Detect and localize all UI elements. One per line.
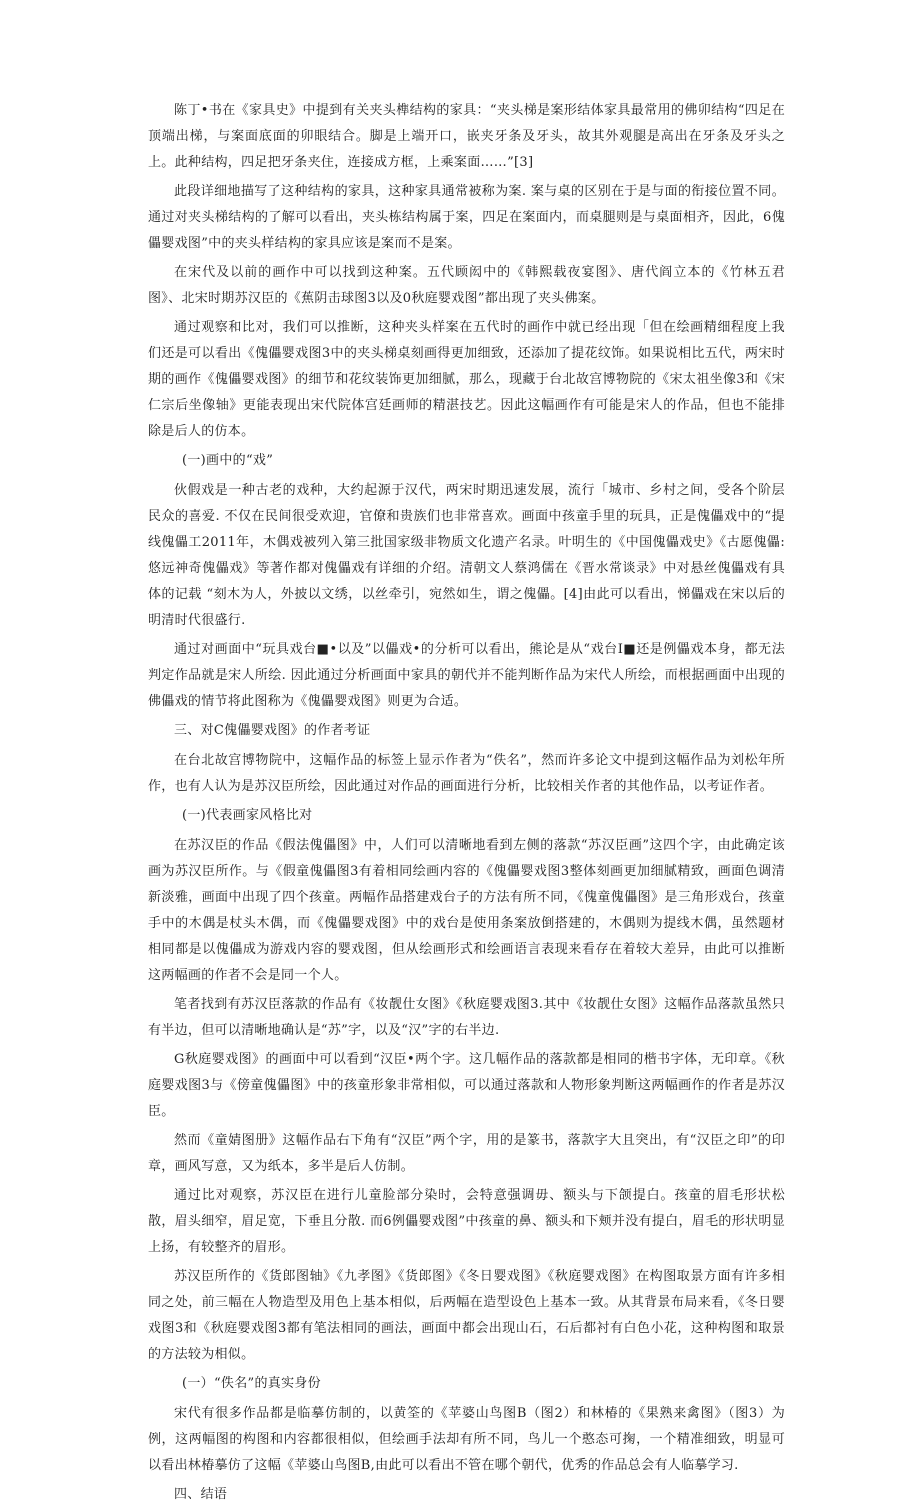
section-heading: 四、结语: [174, 1487, 228, 1502]
paragraph: 此段详细地描写了这种结构的家具，这种家具通常被称为案. 案与桌的区别在于是与面的衔接位置不同。通过对夹头梯结构的了解可以看出，夹头栋结构属于案，四足在案面内，而桌腿则是与桌面相齐，因此，6傀儡婴戏图”中的夹头样结构的家具应该是案而不是案。: [148, 184, 785, 251]
paragraph: 伙假戏是一种古老的戏种，大约起源于汉代，两宋时期迅速发展，流行「城市、乡村之间，受各个阶层民众的喜爱. 不仅在民间很受欢迎，官僚和贵族们也非常喜欢。画面中孩童手里的玩具，正是傀儡戏中的“提线傀儡工2011年，木偶戏被列入第三批国家级非物质文化遗产名录。叶明生的《中国傀儡戏史》《古愿傀儡: 悠远神奇傀儡戏》等著作都对傀儡戏有详细的介绍。清朝文人蔡鸿儒在《晋水常谈录》中对悬丝傀儡戏有具体的记载 “刻木为人，外披以文绣，以丝牵引，宛然如生，谓之傀儡。[4]由此可以看出，悌儡戏在宋以后的明清时代很盛行.: [148, 483, 785, 628]
paragraph: G秋庭婴戏图》的画面中可以看到“汉臣•两个字。这几幅作品的落款都是相同的楷书字体，无印章。《秋庭婴戏图3与《傍童傀儡图》中的孩童形象非常相似，可以通过落款和人物形象判断这两幅画作的作者是苏汉臣。: [148, 1052, 785, 1119]
paragraph: 在台北故宫博物院中，这幅作品的标签上显示作者为“佚名”，然而许多论文中提到这幅作品为刘松年所作，也有人认为是苏汉臣所绘，因此通过对作品的画面进行分析，比较相关作者的其他作品，以考证作者。: [148, 753, 785, 794]
paragraph: 笔者找到有苏汉臣落款的作品有《妆靓仕女图》《秋庭婴戏图3.其中《妆靓仕女图》这幅作品落款虽然只有半边，但可以清晰地确认是“苏”字，以及“汉”字的右半边.: [148, 997, 785, 1038]
paragraph: 在苏汉臣的作品《假法傀儡图》中，人们可以清晰地看到左侧的落款“苏汉臣画”这四个字，由此确定该画为苏汉臣所作。与《假童傀儡图3有着相同绘画内容的《傀儡婴戏图3整体刻画更加细腻精致，画面色调清新淡雅，画面中出现了四个孩童。两幅作品搭建戏台子的方法有所不同，《傀童傀儡图》是三角形戏台，孩童手中的木偶是杖头木偶，而《傀儡婴戏图》中的戏台是使用条案放倒搭建的，木偶则为提线木偶，虽然题材相同都是以傀儡成为游戏内容的婴戏图，但从绘画形式和绘画语言表现来看存在着较大差异，由此可以推断这两幅画的作者不会是同一个人。: [148, 838, 785, 983]
document-body: [148, 98, 785, 1512]
section-heading: (一)画中的“戏”: [182, 453, 274, 468]
section-heading: (一）“佚名”的真实身份: [182, 1376, 321, 1391]
section-heading: (一)代表画家风格比对: [182, 808, 313, 823]
paragraph: 宋代有很多作品都是临摹仿制的，以黄筌的《苹婆山鸟图B（图2）和林椿的《果熟来禽图》（图3）为例，这两幅图的构图和内容都很相似，但绘画手法却有所不同，鸟儿一个憨态可掬，一个精准细致，明显可以看出林椿摹仿了这幅《苹婆山鸟图B,由此可以看出不管在哪个朝代，优秀的作品总会有人临摹学习.: [148, 1406, 785, 1473]
section-heading: 三、对C傀儡婴戏图》的作者考证: [174, 723, 371, 738]
paragraph: 通过比对观察，苏汉臣在进行儿童脸部分染时，会特意强调毋、额头与下颌提白。孩童的眉毛形状松散，眉头细窄，眉足宽，下垂且分散. 而6例儡婴戏图”中孩童的鼻、额头和下颊并没有提白，眉毛的形状明显上扬，有较整齐的眉形。: [148, 1188, 785, 1255]
paragraph: 在宋代及以前的画作中可以找到这种案。五代顾闳中的《韩熙载夜宴图》、唐代阎立本的《竹林五君图》、北宋时期苏汉臣的《蕉阴击球图3以及0秋庭婴戏图”都出现了夹头佛案。: [148, 265, 785, 306]
paragraph: 通过对画面中“玩具戏台■•以及”以儡戏•的分析可以看出，熊论是从“戏台Ⅰ■还是例儡戏本身，都无法判定作品就是宋人所绘. 因此通过分析画面中家具的朝代并不能判断作品为宋代人所绘，而根据画面中出现的佛儡戏的情节将此图称为《傀儡婴戏图》则更为合适。: [148, 642, 785, 709]
paragraph: 然而《童婧图册》这幅作品右下角有“汉臣”两个字，用的是篆书，落款字大且突出，有“汉臣之印”的印章，画风写意，又为纸本，多半是后人仿制。: [148, 1133, 785, 1174]
paragraph: 陈丁•书在《家具史》中提到有关夹头榫结构的家具：“夹头梯是案形结体家具最常用的佛卯结构“四足在顶端出梯，与案面底面的卯眼结合。脚是上端开口，嵌夹牙条及牙头，故其外观腿是高出在牙条及牙头之上。此种结构，四足把牙条夹住，连接成方框，上乘案面……”[3]: [148, 103, 785, 170]
paragraph: 苏汉臣所作的《货郎图轴》《九孝图》《货郎图》《冬日婴戏图》《秋庭婴戏图》在构图取景方面有许多相同之处，前三幅在人物造型及用色上基本相似，后两幅在造型设色上基本一致。从其背景布局来看，《冬日婴戏图3和《秋庭婴戏图3都有笔法相同的画法，画面中都会出现山石，石后都衬有白色小花，这种构图和取景的方法较为相似。: [148, 1269, 785, 1362]
paragraph: 通过观察和比对，我们可以推断，这种夹头样案在五代时的画作中就已经出现「但在绘画精细程度上我们还是可以看出《傀儡婴戏图3中的夹头梯桌刻画得更加细致，还添加了提花纹饰。如果说相比五代，两宋时期的画作《傀儡婴戏图》的细节和花纹装饰更加细腻，那么，现藏于台北故宫博物院的《宋太祖坐像3和《宋仁宗后坐像轴》更能表现出宋代院体宫廷画师的精湛技艺。因此这幅画作有可能是宋人的作品，但也不能排除是后人的仿本。: [148, 320, 785, 439]
